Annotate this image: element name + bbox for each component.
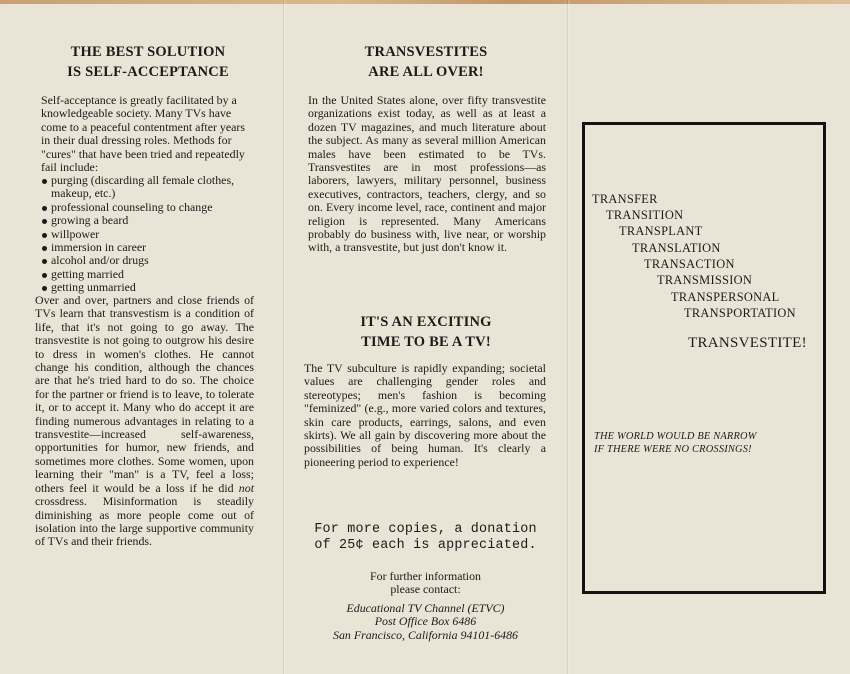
middle-heading-2-line2: TIME TO BE A TV! bbox=[361, 334, 491, 350]
trans-word: TRANSLATION bbox=[632, 241, 721, 255]
donation-line1: For more copies, a donation bbox=[314, 522, 537, 537]
middle-heading-1-line2: ARE ALL OVER! bbox=[368, 64, 484, 80]
list-item bbox=[41, 254, 254, 267]
list-item-text: getting unmarried bbox=[51, 280, 136, 295]
left-heading bbox=[30, 42, 266, 82]
trans-word: TRANSITION bbox=[606, 208, 684, 222]
intro-line: come to a peaceful contentment after years bbox=[41, 119, 246, 134]
list-item-text: purging (discarding all female clothes, bbox=[51, 173, 235, 187]
list-item-continuation: makeup, etc.) bbox=[51, 186, 116, 201]
intro-line: fail include: bbox=[41, 160, 99, 175]
left-heading-line1: THE BEST SOLUTION bbox=[70, 44, 226, 60]
middle-heading-1 bbox=[314, 42, 538, 82]
list-item bbox=[41, 228, 254, 241]
org-name: Educational TV Channel (ETVC) bbox=[346, 601, 505, 615]
middle-heading-2-line1: IT'S AN EXCITING bbox=[360, 314, 492, 330]
middle-heading-1-line1: TRANSVESTITES bbox=[364, 44, 488, 60]
middle-paragraph-2: The TV subculture is rapidly expanding; societal values are challenging gender roles and stereotypes; men's fashion is becoming "feminized" (e.g., more varied colors and textures, skin care products, earrings, salons, and even skirts). We all gain by discovering more about the possibilities of being human. It's clearly a pioneering period to experience! bbox=[304, 361, 546, 469]
cures-list bbox=[41, 174, 254, 295]
list-item bbox=[41, 268, 254, 281]
list-item-text: growing a beard bbox=[51, 213, 129, 228]
trans-word: TRANSACTION bbox=[644, 257, 735, 271]
cover-title: TRANSVESTITE! bbox=[688, 335, 807, 351]
list-item-text: immersion in career bbox=[51, 240, 147, 255]
para-text: crossdress. Misinformation is steadily diminishing as more people come out of isolation into the large supportive community of TVs and their friends. bbox=[35, 494, 254, 549]
contact-line1: For further information bbox=[370, 569, 481, 583]
donation-line2: of 25¢ each is appreciated. bbox=[314, 537, 537, 553]
middle-heading-2 bbox=[314, 312, 538, 352]
cover-motto bbox=[594, 430, 757, 456]
list-item-text: getting married bbox=[51, 266, 124, 281]
contact-address bbox=[284, 602, 567, 642]
list-item-text: willpower bbox=[51, 226, 100, 241]
intro-line: in their dual dressing roles. Methods for bbox=[41, 133, 232, 148]
intro-line: "cures" that have been tried and repeatedly bbox=[41, 146, 245, 161]
po-box: Post Office Box 6486 bbox=[374, 614, 477, 629]
left-heading-line2: IS SELF-ACCEPTANCE bbox=[67, 64, 229, 80]
left-acceptance-paragraph bbox=[35, 294, 254, 549]
list-item bbox=[41, 201, 254, 214]
trans-word: TRANSPERSONAL bbox=[671, 290, 780, 304]
contact-line2: please contact: bbox=[390, 582, 461, 597]
para-emphasis: not bbox=[238, 480, 254, 495]
list-item-text: professional counseling to change bbox=[51, 199, 213, 214]
intro-line: Self-acceptance is greatly facilitated by a bbox=[41, 93, 237, 107]
middle-paragraph-1: In the United States alone, over fifty transvestite organizations exist today, as well as at least a dozen TV magazines, and much literature about the subject. As many as several million American males have been estimated to be TVs. Transvestites are in most professions—as laborers, lawyers, military personnel, business executives, contractors, teachers, clergy, and so on. Every income level, race, continent and major religion is represented. Many Americans probably do business with, live near, or worship with, a transvestite, but just don't know it. bbox=[308, 93, 546, 255]
motto-line1: THE WORLD WOULD BE NARROW bbox=[594, 431, 757, 442]
trans-word: TRANSPORTATION bbox=[684, 306, 796, 320]
intro-line: knowledgeable society. Many TVs have bbox=[41, 106, 232, 121]
trans-word: TRANSMISSION bbox=[657, 273, 753, 287]
list-item bbox=[41, 214, 254, 227]
right-panel bbox=[568, 0, 850, 674]
motto-line2: IF THERE WERE NO CROSSINGS! bbox=[594, 444, 752, 455]
city-line: San Francisco, California 94101-6486 bbox=[333, 627, 518, 642]
contact-heading bbox=[284, 570, 567, 597]
trans-word: TRANSPLANT bbox=[619, 224, 703, 238]
middle-panel bbox=[284, 0, 567, 674]
list-item bbox=[41, 174, 254, 201]
donation-note bbox=[284, 522, 567, 553]
list-item bbox=[41, 241, 254, 254]
list-item-text: alcohol and/or drugs bbox=[51, 253, 149, 268]
para-text: Over and over, partners and close friends of TVs learn that transvestism is a condition of life, that it's not going to go away. The transvestite is not going to outgrow his desire to dress in women's clothes. He cannot change his condition, although the chances are that he's tried hard to do so. The choice for the partner or friend is to leave, to tolerate it, or to accept it. Many who do accept it are finding numerous advantages in relating to a transvestite—increased self-awareness, opportunities for humor, new friends, and sometimes more clothes. Some women, upon learning their "man" is a TV, feel a loss; others feel it would be a loss if he did bbox=[35, 293, 254, 495]
trans-word: TRANSFER bbox=[592, 192, 658, 206]
left-panel bbox=[0, 0, 283, 674]
left-intro-paragraph bbox=[41, 94, 254, 174]
